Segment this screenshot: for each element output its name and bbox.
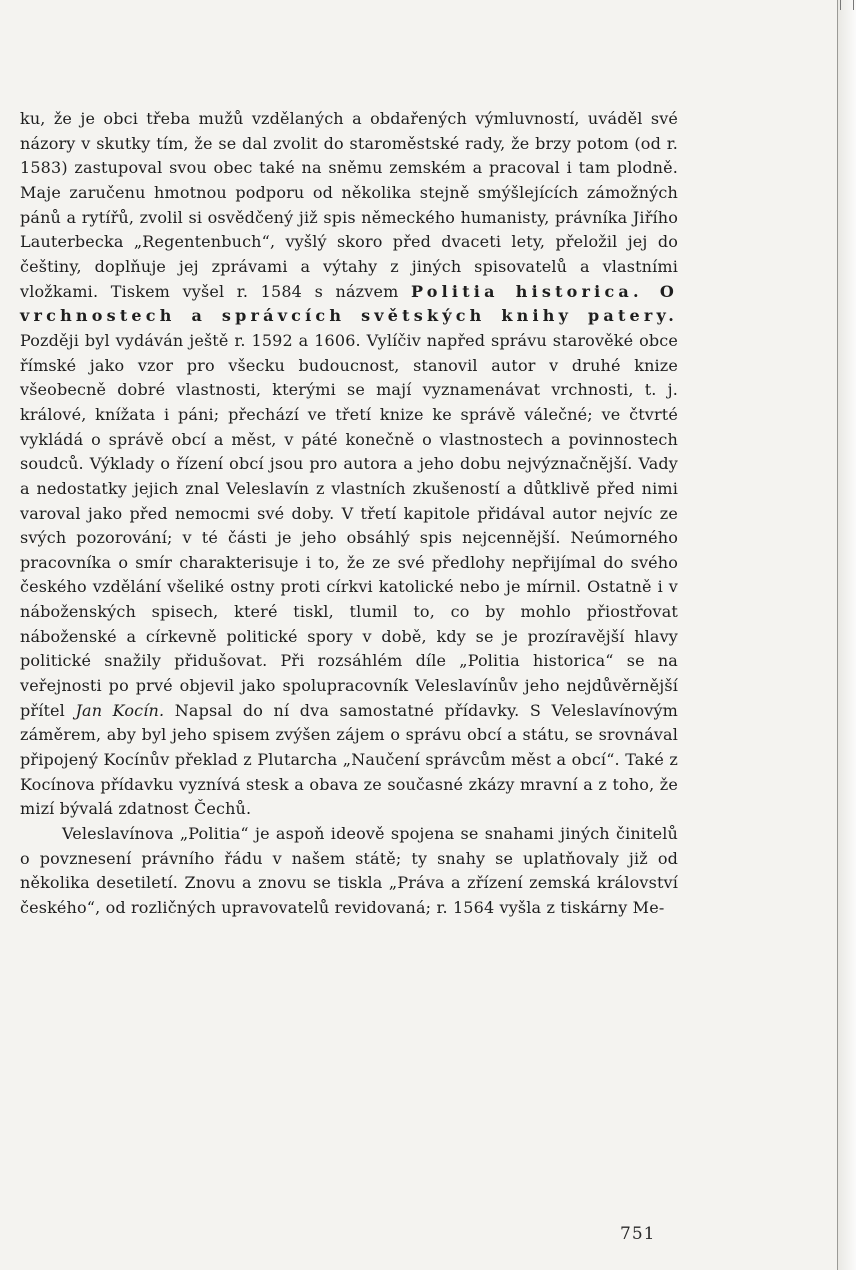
paragraph-1-text-c: Napsal do ní dva samostatné přídavky. S Veleslavínovým záměrem, aby byl jeho spisem zvýšen zájem o správu obcí a státu, se srovnával připojený Kocínův překlad z Plutarcha „Naučení správcům měst a obcí“. Také z Kocínova přídavku vyznívá stesk a obava ze současné zkázy mravní a z toho, že mizí bývalá zdatnost Čechů. xyxy=(20,700,678,819)
paragraph-1 xyxy=(20,107,678,822)
scan-margin xyxy=(838,0,856,1270)
paragraph-1-text-a: ku, že je obci třeba mužů vzdělaných a obdařených výmluvností, uváděl své názory v skutky tím, že se dal zvolit do staroměstské rady, že brzy potom (od r. 1583) zastupoval svou obec také na sněmu zemském a pracoval i tam plodně. Maje zaručenu hmotnou podporu od několika stejně smýšlejících zámožných pánů a rytířů, zvolil si osvědčený již spis německého humanisty, právníka Jiřího Lauterbecka „Regentenbuch“, vyšlý skoro před dvaceti lety, přeložil jej do češtiny, doplňuje jej zprávami a výtahy z jiných spisovatelů a vlastními vložkami. Tiskem vyšel r. 1584 s názvem xyxy=(20,109,678,301)
page-number: 751 xyxy=(620,1224,656,1244)
page-body xyxy=(20,107,678,921)
book-title-spaced: Politia historica. O vrchnostech a správcích světských knihy patery. xyxy=(20,281,679,326)
scan-corner-mark xyxy=(840,0,854,10)
author-name-italic: Jan Kocín. xyxy=(75,700,165,720)
paragraph-2: Veleslavínova „Politia“ je aspoň ideově spojena se snahami jiných činitelů o povznesení právního řádu v našem státě; ty snahy se uplatňovaly již od několika desetiletí. Znovu a znovu se tiskla „Práva a zřízení zemská království českého“, od rozličných upravovatelů revidovaná; r. 1564 vyšla z tiskárny Me- xyxy=(20,824,678,917)
paragraph-1-text-b: Později byl vydáván ještě r. 1592 a 1606. Vylíčiv napřed správu starověké obce římské jako vzor pro všecku budoucnost, stanovil autor v druhé knize všeobecně dobré vlastnosti, kterými se mají vyznamenávat vrchnosti, t. j. králové, knížata i páni; přechází ve třetí knize ke správě válečné; ve čtvrté vykládá o správě obcí a měst, v páté konečně o vlastnostech a povinnostech soudců. Výklady o řízení obcí jsou pro autora a jeho dobu nejvýznačnější. Vady a nedostatky jejich znal Veleslavín z vlastních zkušeností a důtklivě před nimi varoval jako před nemocmi své doby. V třetí kapitole přidával autor nejvíc ze svých pozorování; v té části je jeho obsáhlý spis nejcennější. Neúmorného pracovníka o smír charakterisuje i to, že ze své předlohy nepřijímal do svého českého vzdělání všeliké ostny proti církvi katolické nebo je mírnil. Ostatně i v náboženských spisech, které tiskl, tlumil to, co by mohlo přiostřovat náboženské a církevně politické spory v době, kdy se je prozíravější hlavy politické snažily přidušovat. Při rozsáhlém díle „Politia historica“ se na veřejnosti po prvé objevil jako spolupracovník Veleslavínův jeho nejdůvěrnější přítel xyxy=(20,330,678,720)
scan-edge-line xyxy=(837,0,838,1270)
